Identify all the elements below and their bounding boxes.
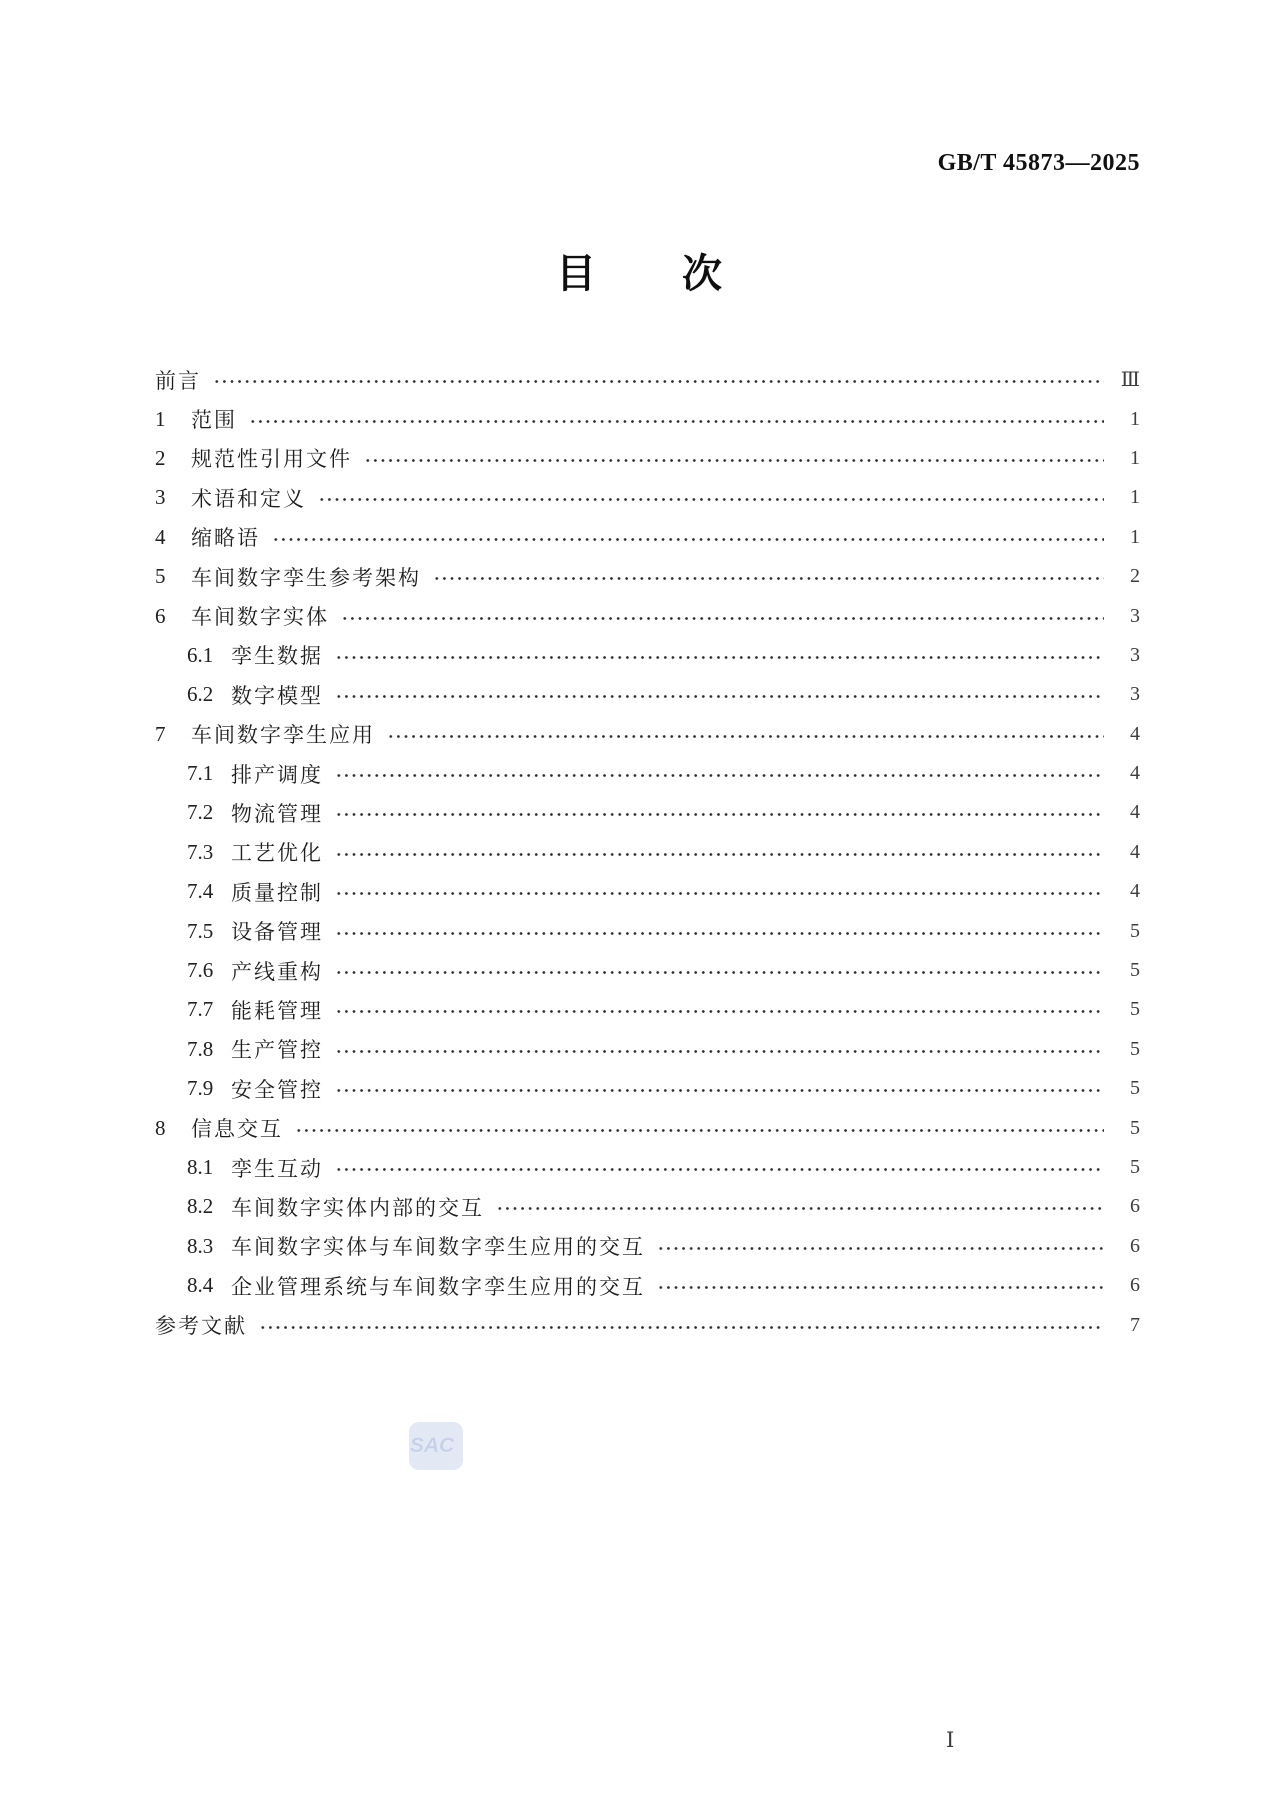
dot-leader [335, 692, 1104, 701]
toc-entry-number: 7.6 [187, 958, 214, 983]
toc-entry-page: 4 [1130, 801, 1140, 824]
toc-entry-number: 6 [155, 603, 166, 628]
dot-leader [213, 377, 1104, 386]
toc-entry-label: 物流管理 [231, 801, 323, 826]
dot-leader [335, 850, 1104, 859]
toc-entry-page: 3 [1130, 683, 1140, 706]
sac-watermark-text: SAC [409, 1434, 455, 1457]
toc-entry-label: 前言 [155, 368, 201, 393]
toc-entry-label: 工艺优化 [231, 841, 323, 866]
dot-leader [335, 653, 1104, 662]
toc-entry [155, 399, 1140, 438]
toc-entry [155, 1030, 1140, 1069]
toc-entry-label: 车间数字孪生参考架构 [191, 565, 421, 590]
toc-entry [155, 793, 1140, 832]
toc-entry-number: 7 [155, 721, 166, 746]
toc-entry-page: 5 [1130, 998, 1140, 1021]
toc-entry-label: 孪生互动 [231, 1156, 323, 1181]
toc-entry-page: 5 [1130, 1156, 1140, 1178]
toc-entry-page: 1 [1130, 446, 1140, 469]
toc-entry [155, 518, 1140, 557]
toc-entry-number: 6.2 [187, 682, 214, 707]
toc-entry-page: 7 [1130, 1313, 1140, 1336]
toc-entry-label: 安全管控 [231, 1077, 323, 1102]
toc-entry-label: 孪生数据 [231, 644, 323, 669]
toc-entry [155, 596, 1140, 635]
toc-entry-page: 4 [1130, 762, 1140, 785]
page-title: 目 次 [556, 252, 724, 296]
toc-entry [155, 872, 1140, 911]
toc-entry-page: 2 [1130, 565, 1140, 588]
dot-leader [295, 1126, 1104, 1135]
toc-entry-label: 企业管理系统与车间数字孪生应用的交互 [231, 1274, 645, 1299]
toc-entry-label: 质量控制 [231, 880, 323, 905]
toc-entry-page: 1 [1130, 407, 1140, 430]
toc-entry-label: 设备管理 [231, 920, 323, 945]
toc-entry-page: 3 [1130, 643, 1140, 666]
toc-entry [155, 1148, 1140, 1187]
toc-entry-page: 5 [1130, 919, 1140, 942]
toc-entry-page: 4 [1130, 722, 1140, 745]
toc-entry-page: 1 [1130, 525, 1140, 548]
dot-leader [318, 495, 1104, 504]
toc-entry-number: 6.1 [187, 642, 214, 667]
standard-code: GB/T 45873—2025 [937, 150, 1140, 176]
toc-entry-number: 7.4 [187, 879, 214, 904]
dot-leader [335, 1007, 1104, 1016]
toc-entry-number: 7.9 [187, 1076, 214, 1101]
toc-entry-number: 7.1 [187, 761, 214, 786]
toc-entry-label: 生产管控 [231, 1038, 323, 1063]
toc-entry-page: Ⅲ [1120, 369, 1140, 392]
dot-leader [496, 1204, 1104, 1213]
toc-entry-number: 8.2 [187, 1194, 214, 1219]
toc-entry-number: 7.2 [187, 800, 214, 825]
toc-entry-label: 规范性引用文件 [191, 447, 352, 472]
dot-leader [335, 771, 1104, 780]
toc-entry [155, 1266, 1140, 1305]
toc-entry [155, 911, 1140, 950]
toc-entry [155, 360, 1140, 399]
toc-entry-label: 车间数字实体 [191, 605, 329, 630]
toc-entry-number: 7.3 [187, 839, 214, 864]
toc-entry-label: 信息交互 [191, 1117, 283, 1142]
dot-leader [335, 1047, 1104, 1056]
dot-leader [335, 1086, 1104, 1095]
toc-entry-page: 6 [1130, 1234, 1140, 1257]
toc-entry-label: 车间数字孪生应用 [191, 723, 375, 748]
toc-entry-label: 车间数字实体内部的交互 [231, 1195, 484, 1220]
toc-entry-page: 1 [1130, 486, 1140, 509]
toc-entry [155, 636, 1140, 675]
toc-entry [155, 1069, 1140, 1108]
toc-entry [155, 715, 1140, 754]
toc-entry-page: 5 [1130, 1077, 1140, 1100]
toc-entry-label: 车间数字实体与车间数字孪生应用的交互 [231, 1235, 645, 1260]
toc-entry-number: 1 [155, 406, 166, 431]
toc-entry-number: 7.5 [187, 918, 214, 943]
toc-entry [155, 1108, 1140, 1147]
dot-leader [335, 889, 1104, 898]
toc-entry-page: 5 [1130, 959, 1140, 982]
toc-entry-number: 5 [155, 564, 166, 589]
toc-entry [155, 557, 1140, 596]
dot-leader [341, 614, 1104, 623]
toc-entry-page: 5 [1130, 1116, 1140, 1139]
dot-leader [272, 535, 1104, 544]
dot-leader [335, 810, 1104, 819]
toc-entry-number: 8 [155, 1115, 166, 1140]
dot-leader [335, 1165, 1104, 1174]
toc-entry-number: 8.4 [187, 1273, 214, 1298]
folio-page-number: Ⅰ [946, 1728, 955, 1752]
toc-entry-page: 6 [1130, 1274, 1140, 1297]
toc-entry-page: 4 [1130, 840, 1140, 863]
dot-leader [364, 456, 1104, 465]
table-of-contents [155, 360, 1140, 1345]
dot-leader [249, 417, 1104, 426]
toc-entry-number: 7.7 [187, 997, 214, 1022]
toc-entry-label: 能耗管理 [231, 998, 323, 1023]
toc-entry-label: 排产调度 [231, 762, 323, 787]
toc-entry-number: 3 [155, 485, 166, 510]
toc-entry-page: 3 [1130, 604, 1140, 627]
toc-entry [155, 833, 1140, 872]
toc-entry-number: 8.1 [187, 1155, 214, 1179]
toc-entry-number: 7.8 [187, 1036, 214, 1061]
toc-entry-label: 范围 [191, 408, 237, 433]
toc-entry [155, 1187, 1140, 1226]
toc-entry [155, 754, 1140, 793]
toc-entry [155, 1227, 1140, 1266]
toc-entry-label: 产线重构 [231, 959, 323, 984]
toc-entry-number: 4 [155, 524, 166, 549]
toc-entry [155, 439, 1140, 478]
toc-entry-number: 2 [155, 445, 166, 470]
toc-entry-page: 4 [1130, 880, 1140, 903]
toc-entry [155, 1305, 1140, 1344]
dot-leader [387, 732, 1104, 741]
toc-entry-page: 5 [1130, 1037, 1140, 1060]
toc-entry [155, 951, 1140, 990]
toc-entry [155, 990, 1140, 1029]
dot-leader [335, 968, 1104, 977]
sac-watermark [409, 1422, 463, 1470]
dot-leader [433, 574, 1104, 583]
dot-leader [259, 1323, 1104, 1332]
toc-entry-page: 6 [1130, 1195, 1140, 1218]
toc-entry-label: 参考文献 [155, 1314, 247, 1339]
toc-entry-label: 缩略语 [191, 526, 260, 551]
toc-entry-number: 8.3 [187, 1233, 214, 1258]
dot-leader [657, 1244, 1104, 1253]
dot-leader [657, 1283, 1104, 1292]
dot-leader [335, 929, 1104, 938]
toc-entry [155, 478, 1140, 517]
toc-entry-label: 数字模型 [231, 683, 323, 708]
toc-entry [155, 675, 1140, 714]
toc-entry-label: 术语和定义 [191, 486, 306, 511]
